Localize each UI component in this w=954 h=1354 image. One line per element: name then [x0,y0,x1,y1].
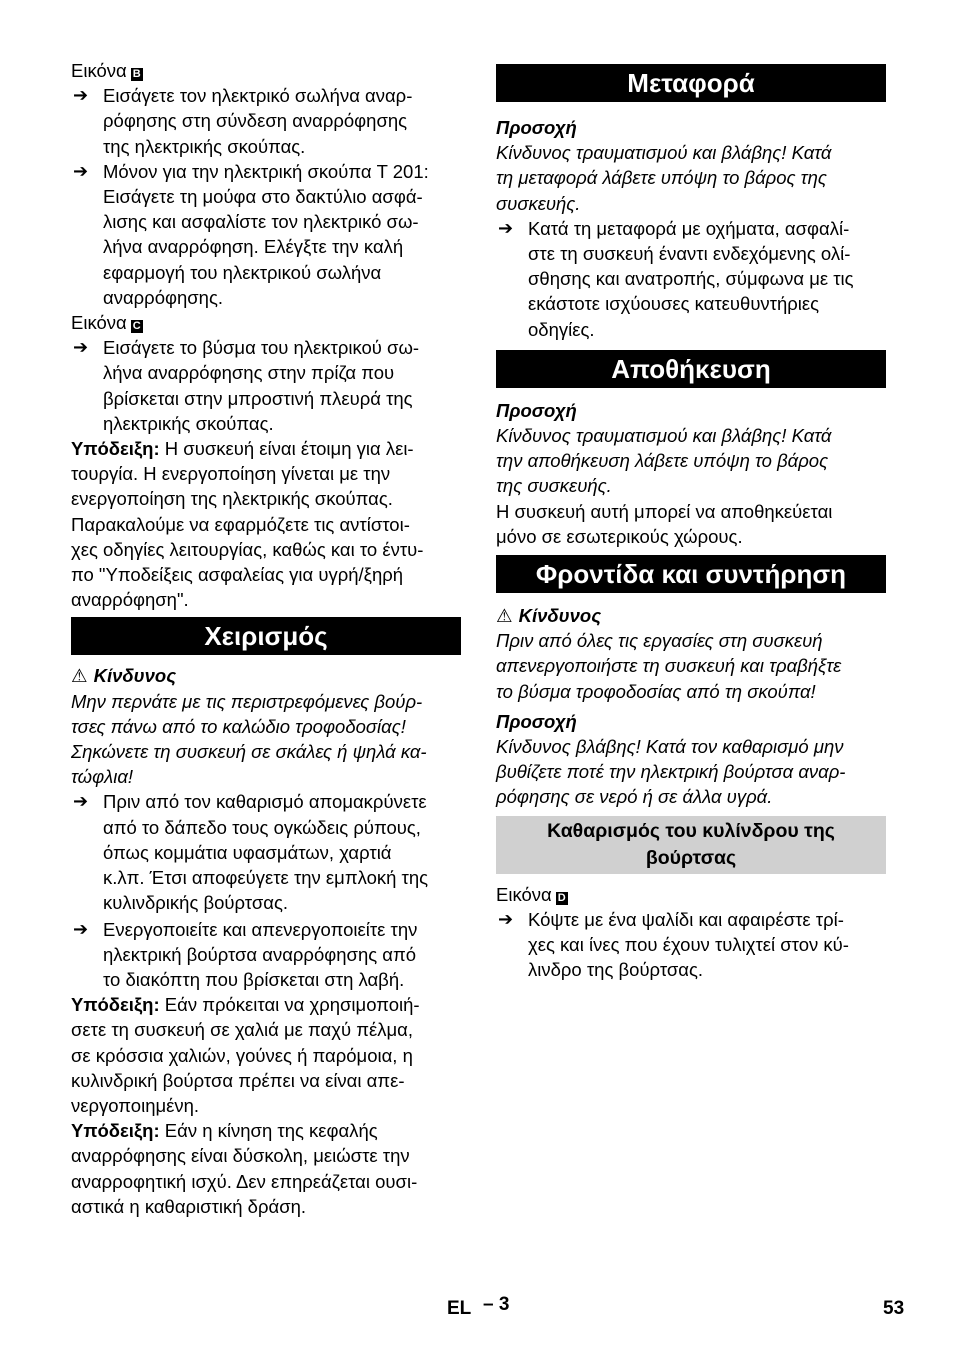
section-heading-care: Φροντίδα και συντήρηση [496,555,886,593]
figure-ref-b [71,58,461,83]
figure-label: Εικόνα [496,883,552,905]
note-2 [71,992,461,1118]
arrow-right-icon: ➔ [73,337,89,358]
care-caution-text: Κίνδυνος βλάβης! Κατά τον καθαρισμό μην βυθίζετε ποτέ την ηλεκτρική βούρτσα αναρ- ρόφησης σε νερό ή σε άλλα υγρά. [496,736,846,808]
danger-label: Κίνδυνος [518,605,602,627]
section-heading-operation: Χειρισμός [71,617,461,655]
bullet-text: Κατά τη μεταφορά με οχήματα, ασφαλί- στε τη συσκευή έναντι ενδεχόμενης ολί- σθησης και ανατροπής, σύμφωνα με τις εκάστοτε ισχύουσες κατευθυντήριες οδηγίες. [528,217,854,340]
arrow-right-icon: ➔ [73,160,89,181]
bullet-item [496,907,886,983]
footer-section-number: – 3 [483,1294,510,1315]
note-1-extra: Παρακαλούμε να εφαρμόζετε τις αντίστοι- χες οδηγίες λειτουργίας, καθώς και το έντυ- πο "Υποδείξεις ασφαλείας για υγρή/ξηρή αναρρόφηση". [71,513,424,611]
storage-caution-text: Κίνδυνος τραυματισμού και βλάβης! Κατά την αποθήκευση λάβετε υπόψη το βάρος της συσκευής. [496,425,832,497]
danger-text: Μην περνάτε με τις περιστρεφόμενες βούρ- τσες πάνω από το καλώδιο τροφοδοσίας! Σηκώνετε τη συσκευή σε σκάλες ή ψηλά κα- τώφλια! [71,690,427,788]
arrow-right-icon: ➔ [498,217,514,238]
section-heading-transport: Μεταφορά [496,64,886,102]
caution-heading: Προσοχή [496,710,577,732]
danger-label: Κίνδυνος [93,665,177,687]
note-1 [71,436,461,512]
arrow-right-icon: ➔ [73,85,89,106]
figure-letter-d: D [556,892,568,905]
caution-heading: Προσοχή [496,117,577,138]
arrow-right-icon: ➔ [498,908,514,929]
warning-triangle-icon: ⚠ [71,665,88,687]
bullet-item [71,159,461,310]
caution-heading: Προσοχή [496,399,577,421]
bullet-text: Κόψτε με ένα ψαλίδι και αφαιρέστε τρί- χες και ίνες που έχουν τυλιχτεί στον κύ- λινδρο της βούρτσας. [528,908,849,981]
bullet-item [71,335,461,436]
note-3 [71,1118,461,1219]
section-heading-storage: Αποθήκευση [496,350,886,388]
bullet-text: Μόνον για την ηλεκτρική σκούπα T 201: Εισάγετε τη μούφα στο δακτύλιο ασφά- λισης και ασφαλίστε τον ηλεκτρικό σω- λήνα αναρρόφηση. Ελέγξτε την καλή εφαρμογή του ηλεκτρικού σωλήνα αναρρόφησης. [103,160,429,308]
transport-caution-text: Κίνδυνος τραυματισμού και βλάβης! Κατά τη μεταφορά λάβετε υπόψη το βάρος της συσκευής. [496,142,832,214]
figure-letter-c: C [131,320,143,333]
figure-label: Εικόνα [71,60,127,81]
note-text: Εάν η κίνηση της κεφαλής αναρρόφησης είναι δύσκολη, μειώστε την αναρροφητική ισχύ. Δεν επηρεάζεται ουσι- αστικά η καθαριστική δράση. [71,1120,418,1217]
note-label: Υπόδειξη: [71,438,160,460]
bullet-item [71,789,461,915]
warning-triangle-icon: ⚠ [496,605,513,627]
note-text: Εάν πρόκειται να χρησιμοποιή- σετε τη συσκευή σε χαλιά με παχύ πέλμα, σε κρόσσια χαλιών, γούνες ή παρόμοια, η κυλινδρική βούρτσα πρέπει να είναι απε- νεργοποιημένη. [71,994,420,1116]
bullet-text: Πριν από τον καθαρισμό απομακρύνετε από το δάπεδο τους ογκώδεις ρύπους, όπως κομμάτια υφασμάτων, χαρτιά κ.λπ. Έτσι αποφεύγετε την εμπλοκή της κυλινδρικής βούρτσας. [103,791,429,914]
subsection-heading-brush: Καθαρισμός του κυλίνδρου της βούρτσας [496,816,886,874]
danger-heading [71,663,461,688]
bullet-text: Εισάγετε τον ηλεκτρικό σωλήνα αναρ- ρόφησης στη σύνδεση αναρρόφησης της ηλεκτρικής σκούπας. [103,85,413,157]
bullet-text: Εισάγετε το βύσμα του ηλεκτρικού σω- λήνα αναρρόφησης στην πρίζα που βρίσκεται στην μπροστινή πλευρά της ηλεκτρικής σκούπας. [103,337,420,434]
left-column [71,58,461,1219]
bullet-item [71,917,461,993]
care-danger-text: Πριν από όλες τις εργασίες στη συσκευή απενεργοποιήστε τη συσκευή και τραβήξτε το βύσμα τροφοδοσίας από τη σκούπα! [496,630,842,702]
note-label: Υπόδειξη: [71,1120,160,1142]
danger-heading [496,603,886,628]
figure-letter-b: B [131,68,143,81]
page-number: 53 [883,1298,905,1319]
bullet-item [71,83,461,159]
figure-label: Εικόνα [71,312,127,334]
arrow-right-icon: ➔ [73,791,89,812]
storage-text: Η συσκευή αυτή μπορεί να αποθηκεύεται μόνο σε εσωτερικούς χώρους. [496,500,833,547]
arrow-right-icon: ➔ [73,918,89,939]
bullet-text: Ενεργοποιείτε και απενεργοποιείτε την ηλεκτρική βούρτσα αναρρόφησης από το διακόπτη που βρίσκεται στη λαβή. [103,918,418,990]
right-column [496,64,886,982]
note-label: Υπόδειξη: [71,994,160,1016]
figure-ref-c [71,310,461,335]
note-text: Η συσκευή είναι έτοιμη για λει- τουργία. Η ενεργοποίηση γίνεται με την ενεργοποίηση της ηλεκτρικής σκούπας. [71,438,414,510]
footer-language: EL [447,1298,472,1319]
figure-ref-d [496,882,886,907]
bullet-item [496,216,886,342]
